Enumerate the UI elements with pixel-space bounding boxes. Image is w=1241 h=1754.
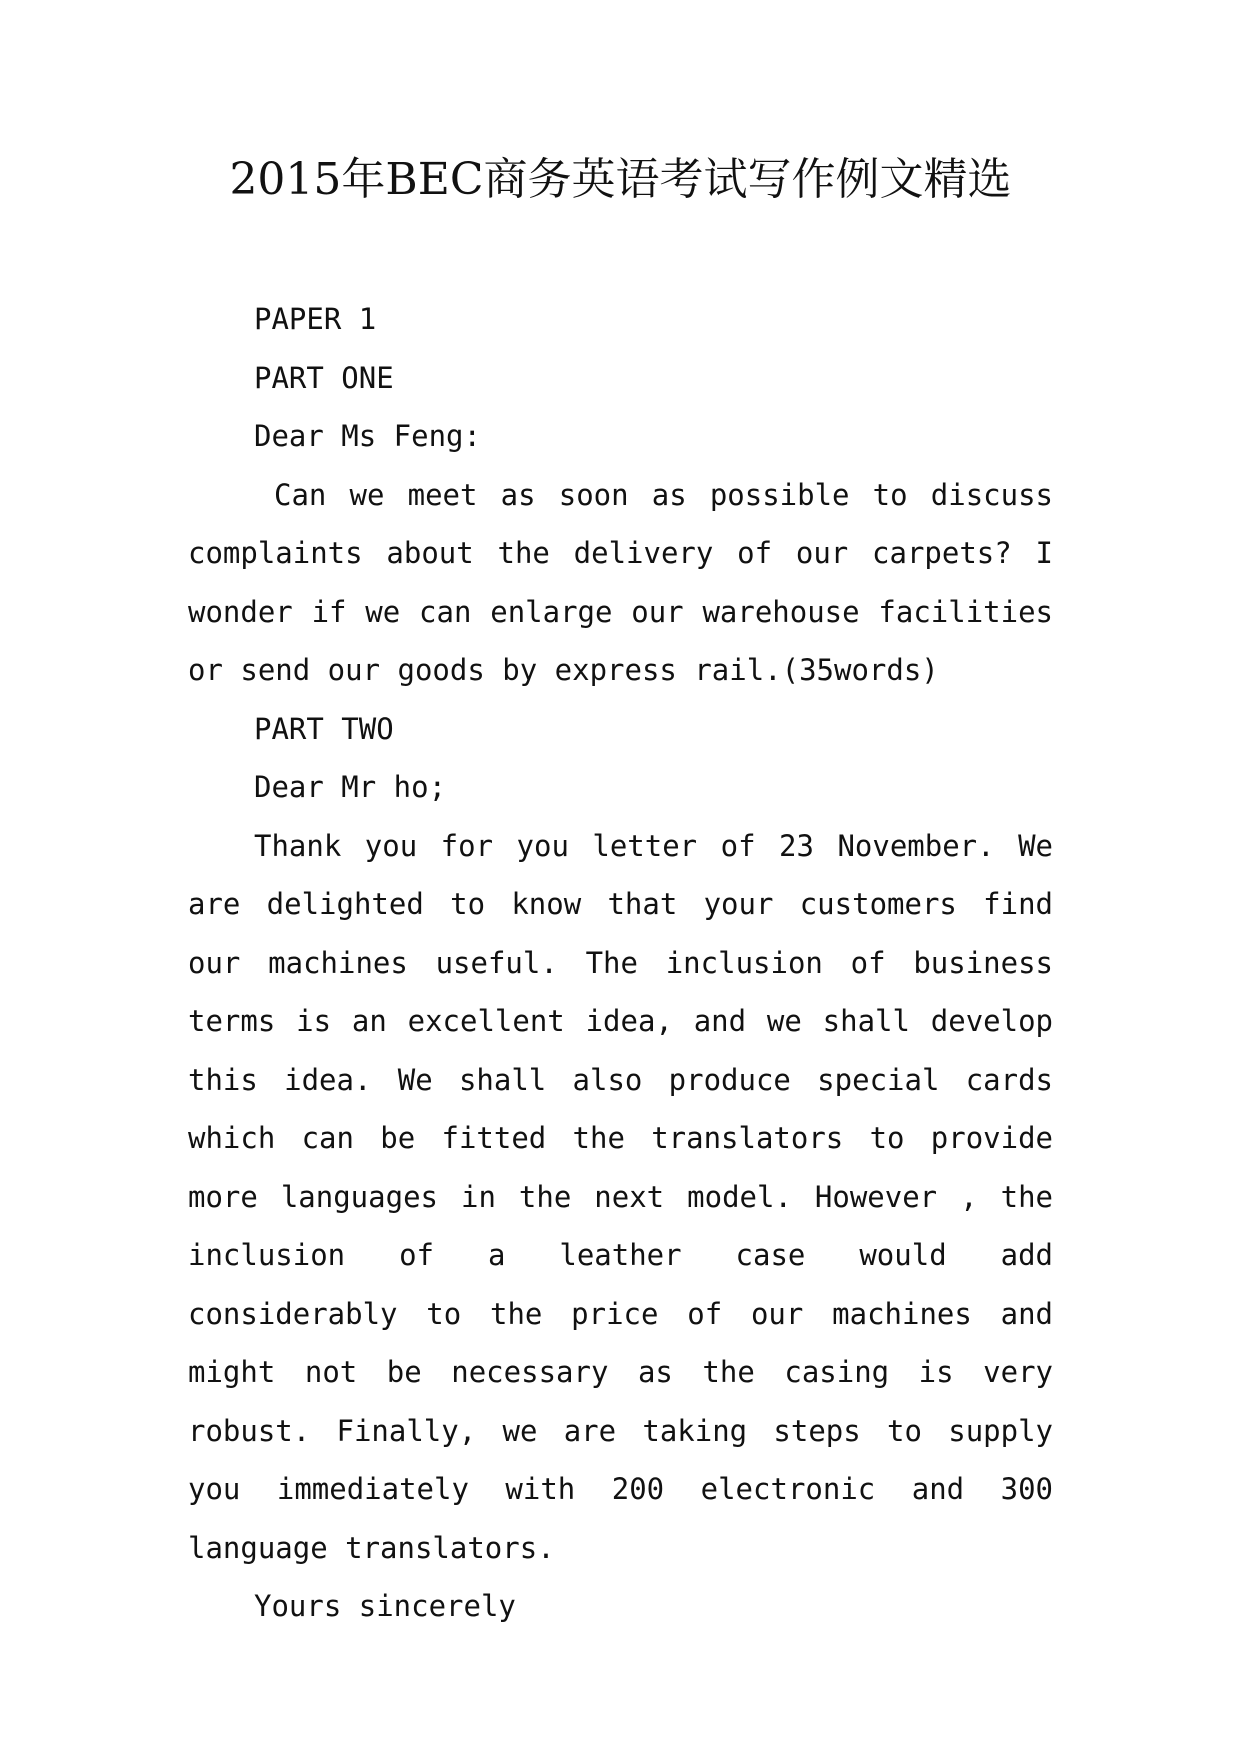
paper-label: PAPER 1 <box>254 302 377 336</box>
part-one-heading: PART ONE <box>254 360 394 395</box>
part-two-closing: Yours sincerely <box>254 1589 516 1623</box>
part-one-salutation: Dear Ms Feng: <box>254 419 481 453</box>
part-two-heading: PART TWO <box>254 711 394 746</box>
document-body <box>188 290 1053 1636</box>
part-one-body: Can we meet as soon as possible to discuss complaints about the delivery of our carpets? I wonder if we can enlarge our warehouse facilities or send our goods by express rail.(35words) <box>188 477 1053 687</box>
part-two-salutation: Dear Mr ho; <box>254 770 447 804</box>
part-two-body: Thank you for you letter of 23 November. We are delighted to know that your customers find our machines useful. The inclusion of business terms is an excellent idea, and we shall develop this idea. We shall also produce special cards which can be fitted the translators to provide more languages in the next model. However , the inclusion of a leather case would add considerably to the price of our machines and might not be necessary as the casing is very robust. Finally, we are taking steps to supply you immediately with 200 electronic and 300 language translators. <box>188 828 1053 1565</box>
document-title: 2015年BEC商务英语考试写作例文精选 <box>229 154 1012 205</box>
